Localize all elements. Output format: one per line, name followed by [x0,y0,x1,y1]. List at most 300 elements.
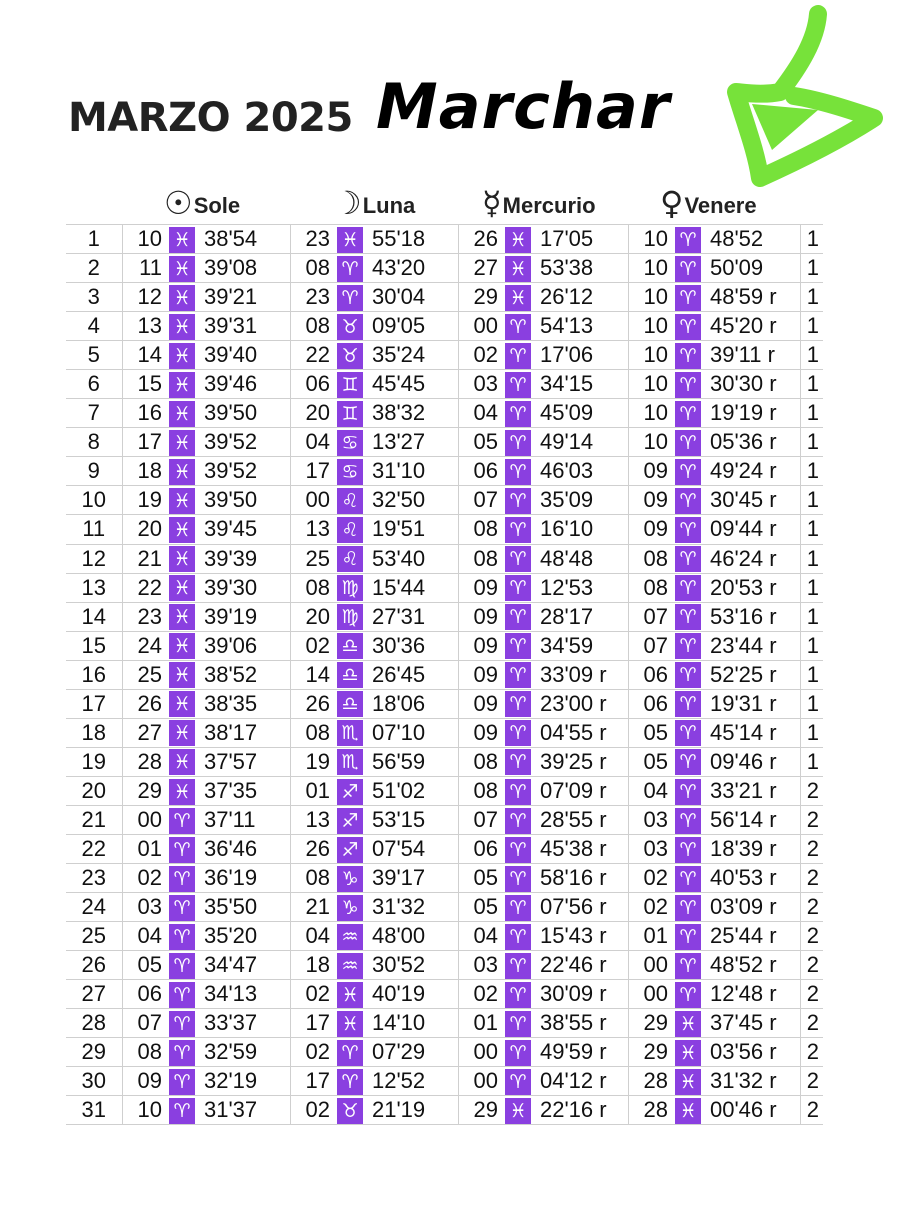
day-cell: 4 [66,312,122,341]
sole-degree-cell: 21 [122,544,166,573]
mercurio-sign-cell [502,1067,534,1096]
venere-sign-cell [672,370,704,399]
venere-sign-cell [672,225,704,254]
day-cell: 22 [66,834,122,863]
pesci-sign-icon: ♓ [169,401,195,427]
day-cell: 30 [66,1067,122,1096]
ariete-sign-icon: ♈ [337,1069,363,1095]
luna-minutes-cell: 27'31 [366,602,458,631]
day-cell: 5 [66,341,122,370]
venere-sign-cell [672,544,704,573]
day-cell: 14 [66,602,122,631]
mercurio-sign-cell [502,1096,534,1125]
table-row [66,718,823,747]
mercurio-minutes-cell: 17'05 [534,225,628,254]
sole-sign-cell [166,254,198,283]
sole-minutes-cell: 39'46 [198,370,290,399]
luna-minutes-cell: 26'45 [366,660,458,689]
ariete-sign-icon: ♈ [675,895,701,921]
next-column-cell: 2 [800,1067,823,1096]
ariete-sign-icon: ♈ [505,517,531,543]
venere-minutes-cell: 48'52 [704,225,800,254]
mercurio-degree-cell: 08 [458,747,502,776]
venus-icon: ♀ [660,184,684,222]
day-cell: 19 [66,747,122,776]
luna-minutes-cell: 55'18 [366,225,458,254]
mercurio-minutes-cell: 04'12 r [534,1067,628,1096]
ariete-sign-icon: ♈ [675,488,701,514]
sun-icon: ☉ [164,184,193,222]
table-row [66,893,823,922]
pesci-sign-icon: ♓ [169,372,195,398]
venere-degree-cell: 10 [628,312,672,341]
sole-sign-cell [166,515,198,544]
sole-minutes-cell: 39'39 [198,544,290,573]
ariete-sign-icon: ♈ [505,314,531,340]
next-column-cell: 1 [800,747,823,776]
ariete-sign-icon: ♈ [169,866,195,892]
leone-sign-icon: ♌ [337,546,363,572]
venere-minutes-cell: 56'14 r [704,805,800,834]
sole-sign-cell [166,602,198,631]
venere-sign-cell [672,399,704,428]
venere-sign-cell [672,428,704,457]
luna-minutes-cell: 12'52 [366,1067,458,1096]
sole-minutes-cell: 39'06 [198,631,290,660]
table-row [66,1096,823,1125]
luna-minutes-cell: 53'40 [366,544,458,573]
day-cell: 11 [66,515,122,544]
ariete-sign-icon: ♈ [675,314,701,340]
ariete-sign-icon: ♈ [675,691,701,717]
venere-degree-cell: 03 [628,834,672,863]
pesci-sign-icon: ♓ [169,343,195,369]
venere-minutes-cell: 48'59 r [704,283,800,312]
venere-sign-cell [672,312,704,341]
luna-degree-cell: 23 [290,225,334,254]
sole-degree-cell: 01 [122,834,166,863]
ariete-sign-icon: ♈ [505,895,531,921]
luna-minutes-cell: 31'32 [366,893,458,922]
mercurio-minutes-cell: 12'53 [534,573,628,602]
mercurio-minutes-cell: 22'46 r [534,951,628,980]
luna-minutes-cell: 18'06 [366,689,458,718]
venere-degree-cell: 03 [628,805,672,834]
next-column-cell: 2 [800,951,823,980]
mercurio-degree-cell: 09 [458,631,502,660]
mercurio-degree-cell: 05 [458,864,502,893]
table-row [66,951,823,980]
luna-degree-cell: 08 [290,254,334,283]
day-cell: 1 [66,225,122,254]
column-header-label: Venere [684,193,757,218]
mercurio-sign-cell [502,834,534,863]
luna-degree-cell: 04 [290,922,334,951]
luna-degree-cell: 08 [290,312,334,341]
sole-sign-cell [166,689,198,718]
luna-sign-cell [334,399,366,428]
mercurio-sign-cell [502,660,534,689]
luna-sign-cell [334,573,366,602]
luna-sign-cell [334,370,366,399]
mercurio-sign-cell [502,341,534,370]
pesci-sign-icon: ♓ [169,285,195,311]
sole-degree-cell: 12 [122,283,166,312]
sole-degree-cell: 20 [122,515,166,544]
luna-degree-cell: 08 [290,718,334,747]
luna-sign-cell [334,864,366,893]
next-column-cell: 1 [800,689,823,718]
sole-degree-cell: 00 [122,805,166,834]
venere-minutes-cell: 09'44 r [704,515,800,544]
table-row [66,1067,823,1096]
luna-sign-cell [334,341,366,370]
ariete-sign-icon: ♈ [505,633,531,659]
venere-degree-cell: 28 [628,1096,672,1125]
venere-minutes-cell: 48'52 r [704,951,800,980]
luna-minutes-cell: 40'19 [366,980,458,1009]
venere-minutes-cell: 30'30 r [704,370,800,399]
sole-sign-cell [166,573,198,602]
luna-degree-cell: 02 [290,980,334,1009]
sole-minutes-cell: 37'11 [198,805,290,834]
next-column-cell: 2 [800,864,823,893]
luna-degree-cell: 17 [290,1067,334,1096]
luna-minutes-cell: 30'52 [366,951,458,980]
ariete-sign-icon: ♈ [169,953,195,979]
luna-minutes-cell: 51'02 [366,776,458,805]
mercurio-degree-cell: 07 [458,486,502,515]
toro-sign-icon: ♉ [337,314,363,340]
day-cell: 18 [66,718,122,747]
ariete-sign-icon: ♈ [505,866,531,892]
venere-sign-cell [672,776,704,805]
next-column-cell: 1 [800,660,823,689]
green-check-scribble-icon [700,0,900,200]
venere-degree-cell: 06 [628,660,672,689]
pesci-sign-icon: ♓ [169,749,195,775]
ariete-sign-icon: ♈ [505,1011,531,1037]
table-row [66,1038,823,1067]
next-column-cell: 2 [800,1009,823,1038]
sole-sign-cell [166,283,198,312]
venere-degree-cell: 10 [628,254,672,283]
sole-sign-cell [166,747,198,776]
sole-minutes-cell: 34'47 [198,951,290,980]
sole-minutes-cell: 39'19 [198,602,290,631]
mercurio-sign-cell [502,864,534,893]
venere-sign-cell [672,254,704,283]
mercurio-degree-cell: 09 [458,602,502,631]
venere-minutes-cell: 52'25 r [704,660,800,689]
mercurio-degree-cell: 00 [458,1038,502,1067]
vergine-sign-icon: ♍ [337,604,363,630]
ariete-sign-icon: ♈ [169,982,195,1008]
luna-sign-cell [334,1009,366,1038]
venere-degree-cell: 00 [628,980,672,1009]
day-cell: 21 [66,805,122,834]
sole-sign-cell [166,834,198,863]
pesci-sign-icon: ♓ [505,285,531,311]
venere-sign-cell [672,486,704,515]
day-cell: 9 [66,457,122,486]
venere-degree-cell: 10 [628,225,672,254]
mercurio-sign-cell [502,922,534,951]
pesci-sign-icon: ♓ [169,546,195,572]
next-column-cell: 1 [800,283,823,312]
venere-minutes-cell: 45'14 r [704,718,800,747]
luna-minutes-cell: 39'17 [366,864,458,893]
venere-sign-cell [672,834,704,863]
ariete-sign-icon: ♈ [675,285,701,311]
day-cell: 8 [66,428,122,457]
luna-degree-cell: 26 [290,834,334,863]
ariete-sign-icon: ♈ [505,808,531,834]
luna-degree-cell: 13 [290,515,334,544]
mercurio-sign-cell [502,602,534,631]
table-row [66,515,823,544]
ariete-sign-icon: ♈ [505,1069,531,1095]
mercurio-minutes-cell: 07'09 r [534,776,628,805]
mercurio-degree-cell: 05 [458,428,502,457]
venere-sign-cell [672,951,704,980]
pesci-sign-icon: ♓ [169,227,195,253]
sole-minutes-cell: 38'35 [198,689,290,718]
pesci-sign-icon: ♓ [675,1098,701,1124]
mercurio-sign-cell [502,718,534,747]
venere-minutes-cell: 03'09 r [704,893,800,922]
mercurio-minutes-cell: 26'12 [534,283,628,312]
table-row [66,631,823,660]
sole-minutes-cell: 39'45 [198,515,290,544]
ariete-sign-icon: ♈ [675,256,701,282]
sole-minutes-cell: 39'31 [198,312,290,341]
column-header-label: Luna [362,193,416,218]
sole-degree-cell: 14 [122,341,166,370]
venere-sign-cell [672,689,704,718]
venere-minutes-cell: 46'24 r [704,544,800,573]
leone-sign-icon: ♌ [337,517,363,543]
venere-degree-cell: 10 [628,283,672,312]
pesci-sign-icon: ♓ [169,517,195,543]
mercurio-sign-cell [502,893,534,922]
luna-degree-cell: 01 [290,776,334,805]
pesci-sign-icon: ♓ [169,633,195,659]
next-column-cell: 1 [800,486,823,515]
luna-degree-cell: 21 [290,893,334,922]
table-row [66,776,823,805]
sole-minutes-cell: 35'50 [198,893,290,922]
luna-degree-cell: 17 [290,1009,334,1038]
mercurio-sign-cell [502,428,534,457]
table-row [66,922,823,951]
sole-minutes-cell: 39'52 [198,457,290,486]
next-column-cell: 2 [800,980,823,1009]
luna-sign-cell [334,457,366,486]
sole-sign-cell [166,544,198,573]
ariete-sign-icon: ♈ [169,1011,195,1037]
sole-sign-cell [166,1009,198,1038]
mercurio-sign-cell [502,805,534,834]
venere-sign-cell [672,515,704,544]
luna-minutes-cell: 07'29 [366,1038,458,1067]
venere-sign-cell [672,747,704,776]
mercurio-minutes-cell: 34'59 [534,631,628,660]
venere-sign-cell [672,573,704,602]
mercurio-sign-cell [502,776,534,805]
venere-minutes-cell: 53'16 r [704,602,800,631]
day-cell: 28 [66,1009,122,1038]
luna-degree-cell: 18 [290,951,334,980]
ariete-sign-icon: ♈ [169,1040,195,1066]
luna-degree-cell: 23 [290,283,334,312]
sole-sign-cell [166,660,198,689]
pesci-sign-icon: ♓ [337,227,363,253]
venere-minutes-cell: 45'20 r [704,312,800,341]
table-row [66,254,823,283]
venere-degree-cell: 10 [628,428,672,457]
mercurio-degree-cell: 09 [458,718,502,747]
ariete-sign-icon: ♈ [675,546,701,572]
luna-sign-cell [334,660,366,689]
venere-degree-cell: 05 [628,747,672,776]
day-cell: 31 [66,1096,122,1125]
luna-minutes-cell: 48'00 [366,922,458,951]
luna-degree-cell: 02 [290,1096,334,1125]
day-cell: 15 [66,631,122,660]
pesci-sign-icon: ♓ [169,459,195,485]
sole-minutes-cell: 38'52 [198,660,290,689]
sole-sign-cell [166,776,198,805]
luna-minutes-cell: 15'44 [366,573,458,602]
luna-sign-cell [334,254,366,283]
ariete-sign-icon: ♈ [505,691,531,717]
table-row [66,283,823,312]
venere-minutes-cell: 20'53 r [704,573,800,602]
luna-degree-cell: 02 [290,631,334,660]
pesci-sign-icon: ♓ [169,662,195,688]
sole-degree-cell: 04 [122,922,166,951]
next-column-cell: 2 [800,805,823,834]
mercurio-minutes-cell: 45'38 r [534,834,628,863]
ariete-sign-icon: ♈ [505,720,531,746]
venere-minutes-cell: 09'46 r [704,747,800,776]
luna-sign-cell [334,631,366,660]
sole-degree-cell: 25 [122,660,166,689]
pesci-sign-icon: ♓ [169,256,195,282]
next-column-cell: 2 [800,1096,823,1125]
sole-degree-cell: 08 [122,1038,166,1067]
luna-minutes-cell: 14'10 [366,1009,458,1038]
mercurio-degree-cell: 06 [458,834,502,863]
luna-sign-cell [334,718,366,747]
mercurio-sign-cell [502,544,534,573]
ariete-sign-icon: ♈ [169,808,195,834]
luna-sign-cell [334,283,366,312]
venere-degree-cell: 10 [628,370,672,399]
pesci-sign-icon: ♓ [505,1098,531,1124]
sole-sign-cell [166,457,198,486]
sole-minutes-cell: 36'46 [198,834,290,863]
mercurio-minutes-cell: 54'13 [534,312,628,341]
luna-sign-cell [334,893,366,922]
venere-minutes-cell: 19'19 r [704,399,800,428]
mercurio-minutes-cell: 07'56 r [534,893,628,922]
mercurio-sign-cell [502,312,534,341]
column-header-label: Mercurio [502,193,596,218]
venere-degree-cell: 09 [628,457,672,486]
sole-degree-cell: 17 [122,428,166,457]
sole-minutes-cell: 39'21 [198,283,290,312]
ariete-sign-icon: ♈ [337,256,363,282]
venere-minutes-cell: 33'21 r [704,776,800,805]
ariete-sign-icon: ♈ [675,749,701,775]
mercurio-minutes-cell: 16'10 [534,515,628,544]
ariete-sign-icon: ♈ [505,982,531,1008]
mercurio-degree-cell: 02 [458,341,502,370]
mercurio-minutes-cell: 38'55 r [534,1009,628,1038]
acquario-sign-icon: ♒ [337,953,363,979]
day-cell: 26 [66,951,122,980]
ariete-sign-icon: ♈ [675,808,701,834]
pesci-sign-icon: ♓ [169,314,195,340]
next-column-cell: 2 [800,1038,823,1067]
next-column-cell: 1 [800,254,823,283]
mercurio-minutes-cell: 45'09 [534,399,628,428]
mercurio-sign-cell [502,254,534,283]
mercurio-sign-cell [502,1009,534,1038]
venere-minutes-cell: 49'24 r [704,457,800,486]
sole-degree-cell: 09 [122,1067,166,1096]
table-row [66,747,823,776]
luna-minutes-cell: 21'19 [366,1096,458,1125]
ariete-sign-icon: ♈ [675,575,701,601]
pesci-sign-icon: ♓ [169,604,195,630]
sole-degree-cell: 22 [122,573,166,602]
next-column-cell: 1 [800,457,823,486]
mercurio-degree-cell: 09 [458,689,502,718]
mercurio-minutes-cell: 04'55 r [534,718,628,747]
ariete-sign-icon: ♈ [169,837,195,863]
column-header-luna [333,173,416,222]
pesci-sign-icon: ♓ [169,691,195,717]
luna-sign-cell [334,515,366,544]
mercurio-degree-cell: 08 [458,515,502,544]
mercury-icon: ☿ [482,184,502,222]
sole-minutes-cell: 39'08 [198,254,290,283]
luna-sign-cell [334,1038,366,1067]
capricorno-sign-icon: ♑ [337,866,363,892]
sole-sign-cell [166,631,198,660]
ariete-sign-icon: ♈ [505,604,531,630]
table-row [66,1009,823,1038]
venere-minutes-cell: 39'11 r [704,341,800,370]
sole-sign-cell [166,805,198,834]
sole-minutes-cell: 39'40 [198,341,290,370]
sole-sign-cell [166,951,198,980]
day-cell: 3 [66,283,122,312]
venere-minutes-cell: 30'45 r [704,486,800,515]
toro-sign-icon: ♉ [337,1098,363,1124]
mercurio-degree-cell: 05 [458,893,502,922]
luna-minutes-cell: 30'36 [366,631,458,660]
table-row [66,864,823,893]
table-row [66,399,823,428]
venere-minutes-cell: 23'44 r [704,631,800,660]
column-header-sole [164,173,241,222]
luna-minutes-cell: 45'45 [366,370,458,399]
table-row [66,486,823,515]
